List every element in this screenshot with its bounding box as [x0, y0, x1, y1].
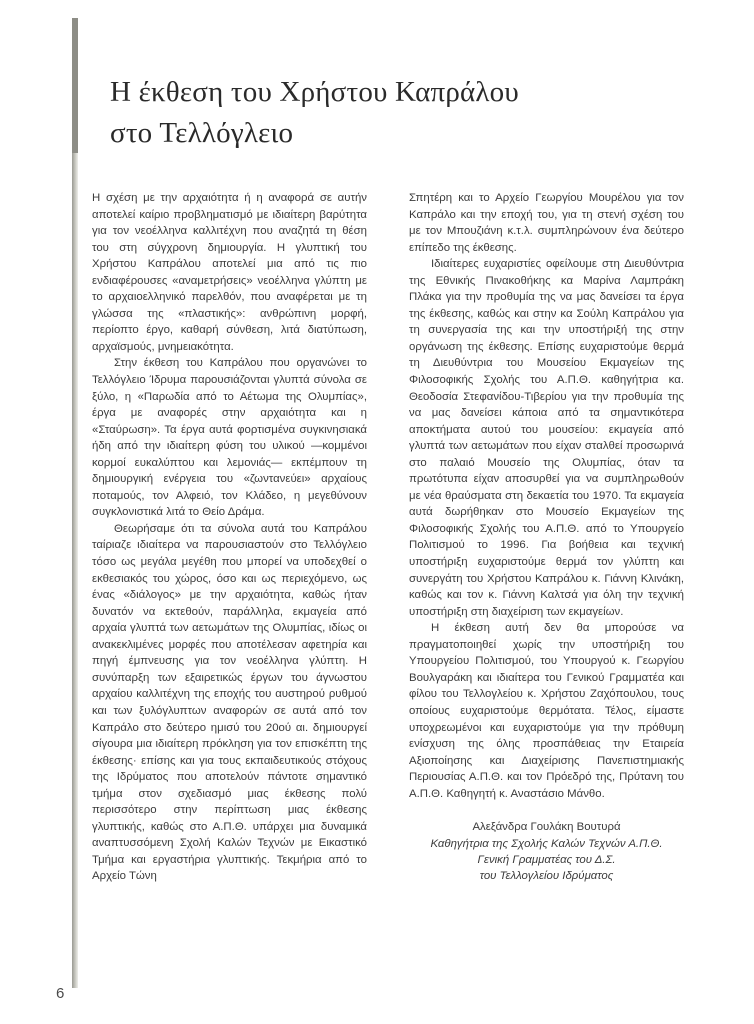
title-line-2: στο Τελλόγλειο	[110, 117, 294, 149]
paragraph: Η έκθεση αυτή δεν θα μπορούσε να πραγματοποιηθεί χωρίς την υποστήριξη του Υπουργείου Πολιτισμού, του Υπουργού κ. Γεωργίου Βουλγαράκη και ιδιαίτερα του Γενικού Γραμματέα και φίλου του Τελλογλείου κ. Χρήστου Ζαχόπουλου, τους οποίους ευχαριστούμε θερμότατα. Τέλος, είμαστε υποχρεωμένοι και ευχαριστούμε για την πρόθυμη ενίσχυση της όλης προσπάθειας την Εταιρεία Αξιοποίησης και Διαχείρισης Πανεπιστημιακής Περιουσίας Α.Π.Θ. και τον Πρόεδρό της, Πρύτανη του Α.Π.Θ. Καθηγητή κ. Αναστάσιο Μάνθο.	[409, 622, 684, 800]
title-line-1: Η έκθεση του Χρήστου Καπράλου	[110, 76, 519, 108]
page-title	[110, 72, 680, 154]
paragraph: Ιδιαίτερες ευχαριστίες οφείλουμε στη Διευθύντρια της Εθνικής Πινακοθήκης κα Μαρίνα Λαμπράκη Πλάκα για την προθυμία της να μας δανείσει τα έργα της έκθεσης, καθώς και στην κα Σούλη Καπράλου για τη συνεργασία της και την υποστήριξή της στην οργάνωση της έκθεσης. Επίσης ευχαριστούμε θερμά τη Διευθύντρια του Μουσείου Εκμαγείων της Φιλοσοφικής Σχολής του Α.Π.Θ. καθηγήτρια κα. Θεοδοσία Στεφανίδου-Τιβερίου για την προθυμία της να μας δανείσει κάποια από τα σημαντικότερα αποκτήματα αυτού του μουσείου: εκμαγεία από γλυπτά των αετωμάτων που είχαν σταλθεί προσωρινά στο παλαιό Μουσείο της Ολυμπίας, όταν τα πρωτότυπα είχαν αποσυρθεί για να συμπληρωθούν με νέα θραύσματα στη δεκαετία του 1970. Τα εκμαγεία αυτά δωρήθηκαν στο Μουσείο Εκμαγείων της Φιλοσοφικής Σχολής του Α.Π.Θ. από το Υπουργείο Πολιτισμού το 1996. Για βοήθεια και τεχνική υποστήριξη ευχαριστούμε θερμά τον γλύπτη και συνεργάτη του Χρήστου Καπράλου κ. Γιάννη Κλινάκη, καθώς και τον κ. Γιάννη Καλτσά για όλη την τεχνική υποστήριξη στη διαχείριση των εκμαγείων.	[409, 258, 684, 618]
column-left	[92, 190, 367, 885]
body-columns	[92, 190, 684, 965]
signature-name: Αλεξάνδρα Γουλάκη Βουτυρά	[472, 821, 621, 834]
signature-role-3: του Τελλογλείου Ιδρύματος	[479, 870, 614, 883]
paragraph: Στην έκθεση του Καπράλου που οργανώνει το Τελλόγλειο Ίδρυμα παρουσιάζονται γλυπτά σύνολα σε ξύλο, η «Παρωδία από το Αέτωμα της Ολυμπίας», έργα με αναφορές στην αρχαιότητα και η «Σταύρωση». Τα έργα αυτά φορτισμένα συγκινησιακά ήδη από την ιδιαίτερη φύση του υλικού —κομμένοι κορμοί ευκαλύπτου και λεμονιάς— εκπέμπουν τη δημιουργική ενέργεια του «ζωντανεύει» αρχαίους ποταμούς, τον Αλφειό, τον Κλάδεο, η μεγεθύνουν συγκλονιστικά λιτά το Θείο Δράμα.	[92, 357, 367, 519]
paragraph: Η σχέση με την αρχαιότητα ή η αναφορά σε αυτήν αποτελεί καίριο προβληματισμό με ιδιαίτερη βαρύτητα για τον νεοέλληνα καλλιτέχνη που αναζητά τη θέση του στη σύγχρονη δημιουργία. Η γλυπτική του Χρήστου Καπράλου αποτελεί μια από τις πιο ενδιαφέρουσες «αναμετρήσεις» νεοέλληνα γλύπτη με το αρχαιοελληνικό παρελθόν, που αναφέρεται με τη γλώσσα της «πλαστικής»: ανθρώπινη μορφή, περίοπτο έργο, καθαρή σύνθεση, λιτά διατύπωση, αρχαϊσμούς, μνημειακότητα.	[92, 192, 367, 353]
column-right	[409, 190, 684, 884]
signature-role-2: Γενική Γραμματέας του Δ.Σ.	[477, 853, 616, 866]
paragraph: Θεωρήσαμε ότι τα σύνολα αυτά του Καπράλου ταίριαζε ιδιαίτερα να παρουσιαστούν στο Τελλόγλειο τόσο ως μεγάλα μεγέθη που μπορεί να υποδεχθεί ο εκθεσιακός του χώρος, όσο και ως περιεχόμενο, ως ένας «διάλογος» με την αρχαιότητα, καθώς ήταν δυνατόν να εκτεθούν, παράλληλα, εκμαγεία από αρχαία γλυπτά των αετωμάτων της Ολυμπίας, ιδίως οι ανακεκλιμένες μορφές που αποτέλεσαν αφετηρία και πηγή έμπνευσης για τον νεοέλληνα γλύπτη. Η συνύπαρξη των εξαιρετικώς έργων του άγνωστου αρχαίου καλλιτέχνη της εποχής του αυστηρού ρυθμού και των ξυλόγλυπτων αναφορών σε αυτά από τον Καπράλο στο δεύτερο ημισύ του 20ού αι. δημιουργεί σίγουρα μια ιδιαίτερη πρόκληση για τον επισκέπτη της έκθεσης· επίσης και για τους εκπαιδευτικούς στόχους της Ιδρύματος που αποτελούν πάντοτε σημαντικό τμήμα στον σχεδιασμό μιας έκθεσης πολύ περισσότερο στην περίπτωση μιας έκθεσης γλυπτικής, καθώς στο Α.Π.Θ. υπάρχει μια δυναμικά αναπτυσσόμενη Σχολή Καλών Τεχνών με Εικαστικό Τμήμα και εργαστήρια γλυπτικής. Τεκμήρια από το Αρχείο Τώνη	[92, 522, 367, 883]
page-decorative-rule	[72, 18, 78, 988]
signature-block	[409, 819, 684, 884]
page-number: 6	[56, 985, 65, 1002]
paragraph: Σπητέρη και το Αρχείο Γεωργίου Μουρέλου για τον Καπράλο και την εποχή του, για τη στενή σχέση του με τον Μπουζιάνη κ.τ.λ. συμπληρώνουν ένα δεύτερο επίπεδο της έκθεσης.	[409, 192, 684, 254]
page-decorative-rule-top	[72, 18, 78, 153]
signature-role-1: Καθηγήτρια της Σχολής Καλών Τεχνών Α.Π.Θ.	[430, 837, 663, 850]
